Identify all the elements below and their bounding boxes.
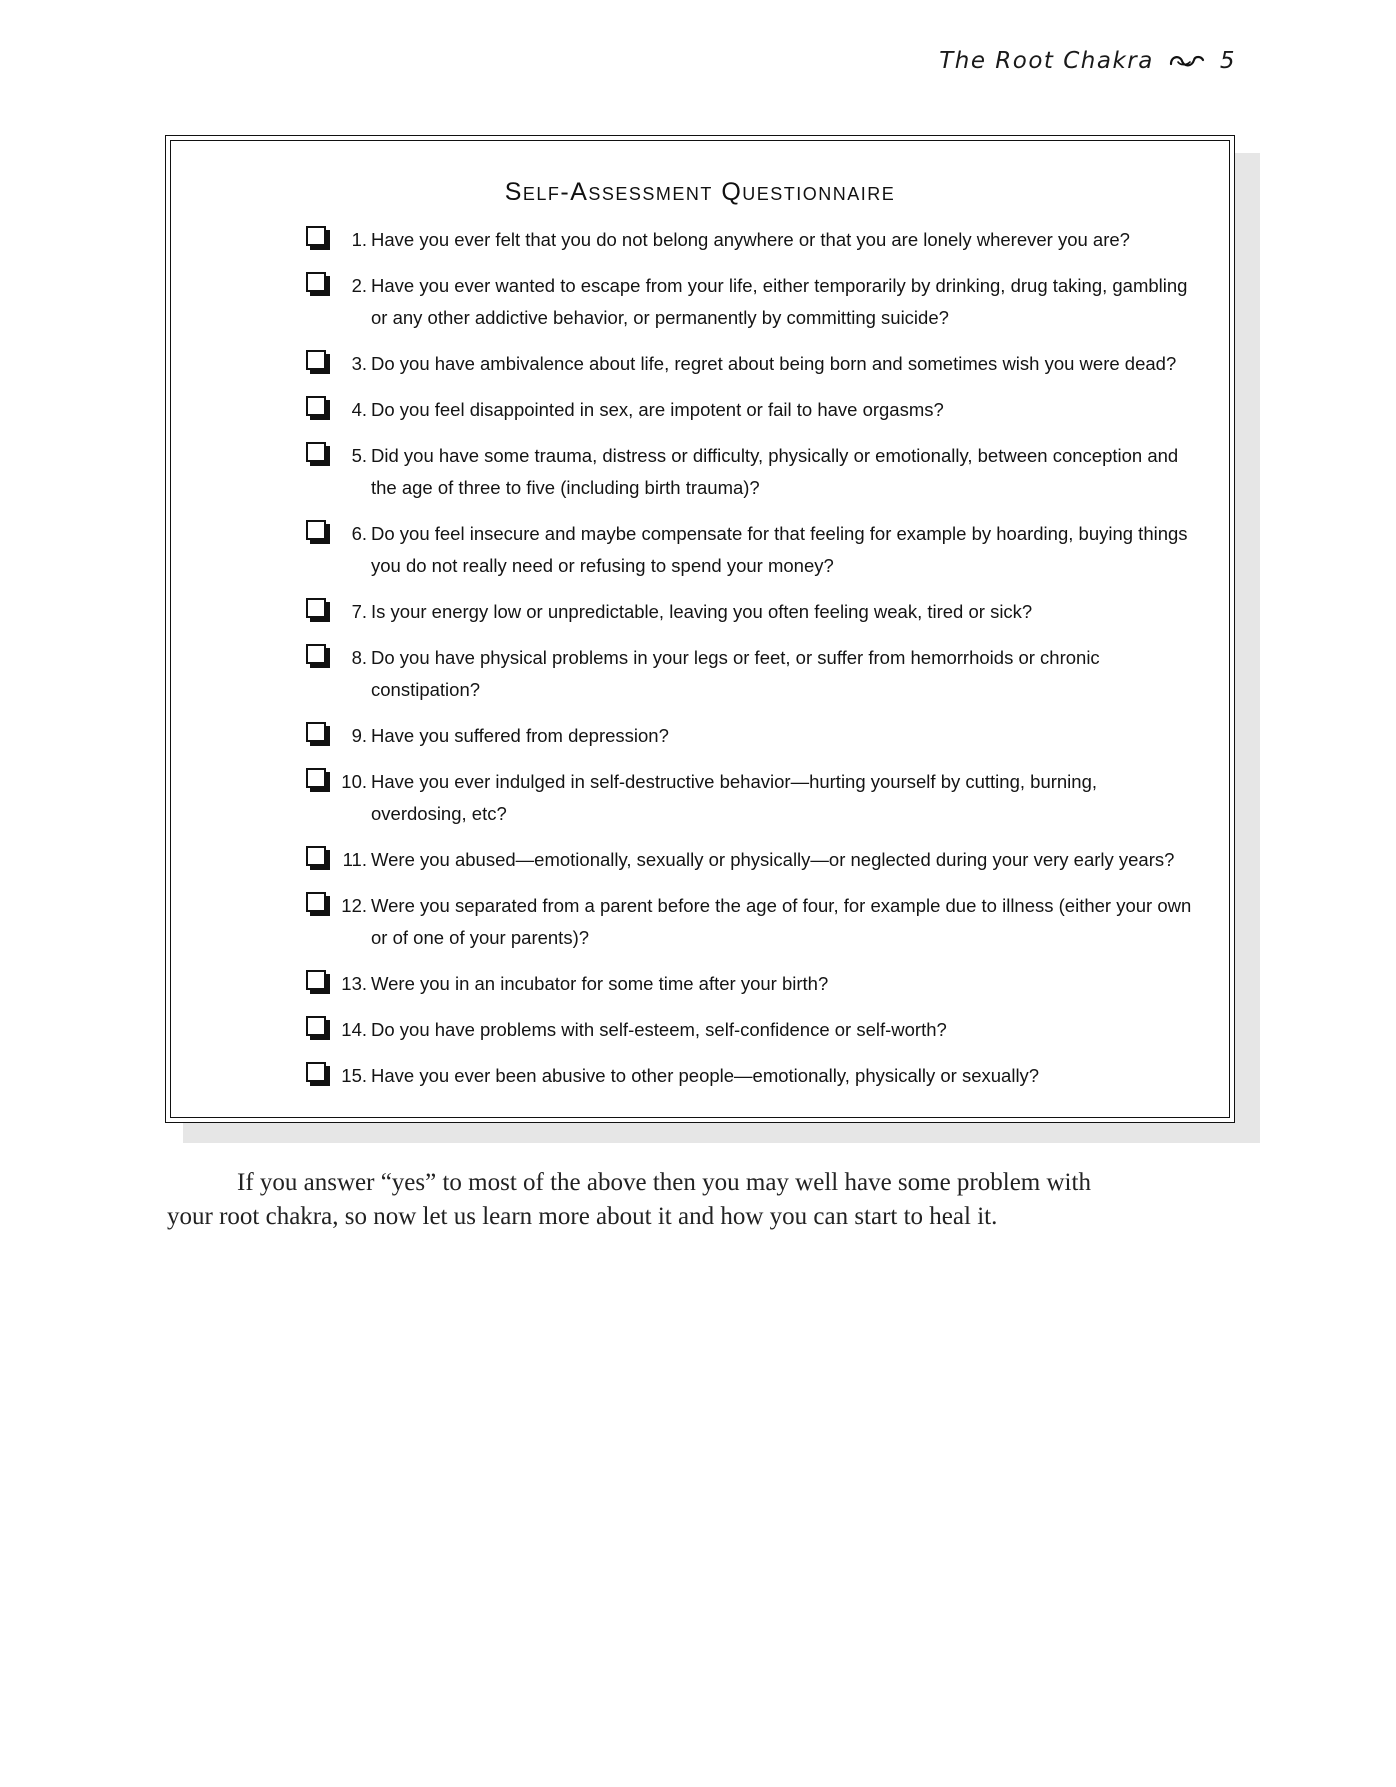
question-number: 12.: [341, 895, 367, 916]
checkbox[interactable]: [306, 970, 330, 994]
checkbox-square-icon: [306, 970, 326, 990]
question-list: [236, 224, 1196, 1106]
checkbox[interactable]: [306, 644, 330, 668]
checkbox-square-icon: [306, 892, 326, 912]
checkbox-shadow: [310, 292, 330, 296]
checkbox-square-icon: [306, 1016, 326, 1036]
checkbox-shadow: [310, 990, 330, 994]
checkbox-shadow: [310, 462, 330, 466]
question-number: 4.: [351, 399, 367, 420]
swirl-ornament-icon: [1168, 51, 1206, 71]
questionnaire-title: Self-Assessment Questionnaire: [504, 178, 896, 206]
question-number: 11.: [342, 849, 367, 870]
question-item: [236, 348, 1196, 380]
chapter-title: The Root Chakra: [939, 48, 1154, 74]
question-number: 15.: [341, 1065, 367, 1086]
question-text: Have you ever felt that you do not belong anywhere or that you are lonely wherever you are?: [371, 229, 1130, 250]
question-item: [236, 968, 1196, 1000]
question-text: Were you abused—emotionally, sexually or physically—or neglected during your very early years?: [371, 849, 1175, 870]
question-number: 13.: [341, 973, 367, 994]
checkbox-shadow: [310, 618, 330, 622]
question-item: [236, 642, 1196, 706]
checkbox[interactable]: [306, 1016, 330, 1040]
checkbox[interactable]: [306, 520, 330, 544]
question-number: 5.: [351, 445, 367, 466]
checkbox-shadow: [310, 1082, 330, 1086]
question-number: 8.: [351, 647, 367, 668]
checkbox-square-icon: [306, 1062, 326, 1082]
question-text: Have you ever indulged in self-destructive behavior—hurting yourself by cutting, burning, overdosing, etc?: [371, 771, 1098, 824]
checkbox-shadow: [310, 540, 330, 544]
checkbox-shadow: [310, 1036, 330, 1040]
question-text: Do you feel insecure and maybe compensate for that feeling for example by hoarding, buying things you do not really need or refusing to spend your money?: [371, 523, 1188, 576]
question-text: Is your energy low or unpredictable, leaving you often feeling weak, tired or sick?: [371, 601, 1033, 622]
question-number: 14.: [341, 1019, 367, 1040]
question-number: 10.: [341, 771, 367, 792]
checkbox-square-icon: [306, 846, 326, 866]
question-item: [236, 1014, 1196, 1046]
checkbox-square-icon: [306, 644, 326, 664]
question-text: Have you suffered from depression?: [371, 725, 669, 746]
running-head: [939, 48, 1236, 74]
question-item: [236, 844, 1196, 876]
checkbox-square-icon: [306, 396, 326, 416]
question-item: [236, 890, 1196, 954]
checkbox[interactable]: [306, 442, 330, 466]
question-number: 7.: [351, 601, 367, 622]
checkbox[interactable]: [306, 396, 330, 420]
question-text: Do you feel disappointed in sex, are impotent or fail to have orgasms?: [371, 399, 944, 420]
question-item: [236, 720, 1196, 752]
question-number: 3.: [351, 353, 367, 374]
page-number: 5: [1219, 48, 1236, 74]
question-item: [236, 224, 1196, 256]
checkbox[interactable]: [306, 226, 330, 250]
question-number: 9.: [351, 725, 367, 746]
checkbox-square-icon: [306, 442, 326, 462]
question-item: [236, 394, 1196, 426]
question-item: [236, 766, 1196, 830]
checkbox-square-icon: [306, 598, 326, 618]
checkbox[interactable]: [306, 768, 330, 792]
checkbox-shadow: [310, 370, 330, 374]
question-item: [236, 1060, 1196, 1092]
checkbox-square-icon: [306, 226, 326, 246]
checkbox[interactable]: [306, 892, 330, 916]
checkbox-shadow: [310, 664, 330, 668]
question-item: [236, 518, 1196, 582]
checkbox-square-icon: [306, 722, 326, 742]
checkbox-shadow: [310, 866, 330, 870]
question-text: Do you have ambivalence about life, regret about being born and sometimes wish you were dead?: [371, 353, 1177, 374]
question-item: [236, 440, 1196, 504]
question-text: Have you ever wanted to escape from your life, either temporarily by drinking, drug taking, gambling or any other addictive behavior, or permanently by committing suicide?: [371, 275, 1188, 328]
checkbox[interactable]: [306, 846, 330, 870]
body-paragraph: If you answer “yes” to most of the above then you may well have some problem with your root chakra, so now let us learn more about it and how you can start to heal it.: [167, 1169, 1091, 1230]
checkbox-shadow: [310, 416, 330, 420]
questionnaire-box: [165, 135, 1235, 1123]
checkbox[interactable]: [306, 722, 330, 746]
question-text: Were you in an incubator for some time after your birth?: [371, 973, 829, 994]
checkbox-square-icon: [306, 768, 326, 788]
question-text: Did you have some trauma, distress or difficulty, physically or emotionally, between conception and the age of three to five (including birth trauma)?: [371, 445, 1179, 498]
question-item: [236, 270, 1196, 334]
checkbox-shadow: [310, 246, 330, 250]
checkbox-shadow: [310, 912, 330, 916]
question-number: 6.: [351, 523, 367, 544]
question-number: 1.: [351, 229, 367, 250]
checkbox-shadow: [310, 742, 330, 746]
checkbox-square-icon: [306, 272, 326, 292]
checkbox-square-icon: [306, 350, 326, 370]
checkbox[interactable]: [306, 1062, 330, 1086]
checkbox-shadow: [310, 788, 330, 792]
checkbox-square-icon: [306, 520, 326, 540]
question-item: [236, 596, 1196, 628]
question-text: Have you ever been abusive to other people—emotionally, physically or sexually?: [371, 1065, 1040, 1086]
checkbox[interactable]: [306, 598, 330, 622]
checkbox[interactable]: [306, 350, 330, 374]
question-text: Do you have problems with self-esteem, self-confidence or self-worth?: [371, 1019, 947, 1040]
question-text: Do you have physical problems in your legs or feet, or suffer from hemorrhoids or chronic constipation?: [371, 647, 1100, 700]
question-number: 2.: [351, 275, 367, 296]
question-text: Were you separated from a parent before the age of four, for example due to illness (either your own or of one of your parents)?: [371, 895, 1192, 948]
checkbox[interactable]: [306, 272, 330, 296]
